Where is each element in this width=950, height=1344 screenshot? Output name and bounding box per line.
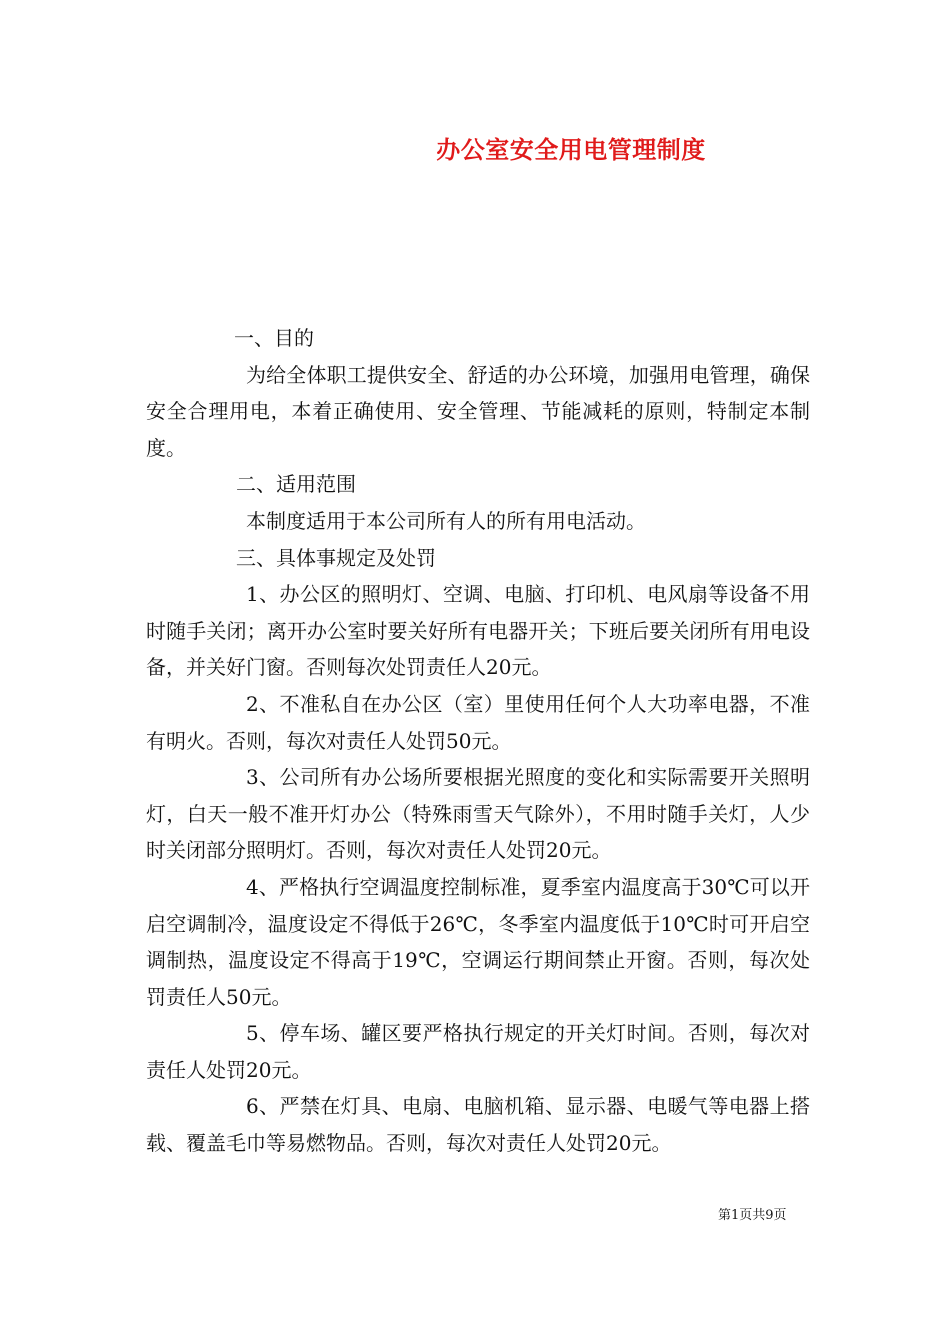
- document-title: 办公室安全用电管理制度: [436, 136, 706, 164]
- rule-item-1: 1、办公区的照明灯、空调、电脑、打印机、电风扇等设备不用时随手关闭；离开办公室时要关好所有电器开关；下班后要关闭所有用电设备，并关好门窗。否则每次处罚责任人20元。: [146, 582, 810, 680]
- page-number: 第1页共9页: [718, 1208, 787, 1223]
- rule-item-6: 6、严禁在灯具、电扇、电脑机箱、显示器、电暖气等电器上搭载、覆盖毛巾等易燃物品。否则，每次对责任人处罚20元。: [146, 1094, 810, 1156]
- document-body: [146, 320, 810, 1162]
- rule-item-4: 4、严格执行空调温度控制标准，夏季室内温度高于30℃可以开启空调制冷，温度设定不得低于26℃，冬季室内温度低于10℃时可开启空调制热，温度设定不得高于19℃，空调运行期间禁止开窗。否则，每次处罚责任人50元。: [146, 874, 810, 1009]
- rule-item-2: 2、不准私自在办公区（室）里使用任何个人大功率电器，不准有明火。否则，每次对责任人处罚50元。: [146, 691, 810, 753]
- section-heading-purpose: 一、目的: [234, 326, 314, 350]
- section-heading-scope: 二、适用范围: [236, 472, 356, 497]
- section-heading-rules: 三、具体事规定及处罚: [236, 545, 436, 570]
- paragraph-purpose: 为给全体职工提供安全、舒适的办公环境，加强用电管理，确保安全合理用电，本着正确使用、安全管理、节能减耗的原则，特制定本制度。: [146, 362, 810, 460]
- paragraph-scope: 本制度适用于本公司所有人的所有用电活动。: [246, 508, 646, 533]
- rule-item-3: 3、公司所有办公场所要根据光照度的变化和实际需要开关照明灯，白天一般不准开灯办公（特殊雨雪天气除外），不用时随手关灯，人少时关闭部分照明灯。否则，每次对责任人处罚20元。: [146, 765, 810, 863]
- rule-item-5: 5、停车场、罐区要严格执行规定的开关灯时间。否则，每次对责任人处罚20元。: [146, 1021, 810, 1082]
